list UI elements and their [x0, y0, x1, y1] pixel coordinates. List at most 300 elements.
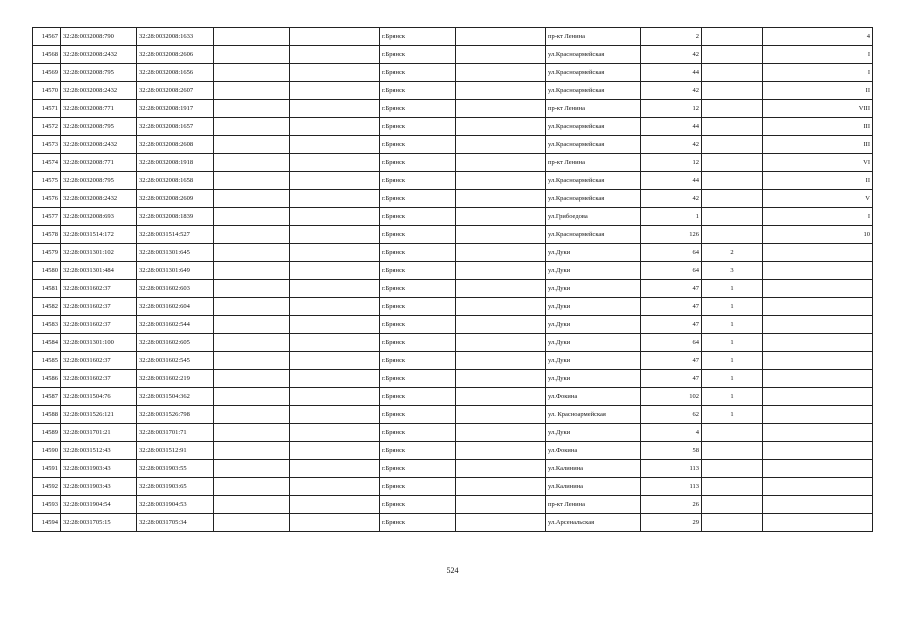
empty-cell — [456, 334, 546, 352]
empty-cell — [456, 244, 546, 262]
street-cell: пр-кт Ленина — [546, 100, 641, 118]
empty-cell — [290, 118, 380, 136]
empty-cell — [290, 28, 380, 46]
empty-cell — [456, 496, 546, 514]
apartment-cell — [763, 298, 873, 316]
house-number-cell: 4 — [641, 424, 702, 442]
row-number-cell: 14587 — [33, 388, 61, 406]
empty-cell — [456, 280, 546, 298]
empty-cell — [456, 262, 546, 280]
cadastral-parcel-cell: 32:28:0031301:484 — [61, 262, 137, 280]
empty-cell — [456, 208, 546, 226]
empty-cell — [290, 100, 380, 118]
row-number-cell: 14591 — [33, 460, 61, 478]
empty-cell — [290, 424, 380, 442]
row-number-cell: 14590 — [33, 442, 61, 460]
empty-cell — [214, 64, 290, 82]
empty-cell — [290, 442, 380, 460]
empty-cell — [290, 496, 380, 514]
empty-cell — [214, 478, 290, 496]
empty-cell — [290, 262, 380, 280]
house-number-cell: 29 — [641, 514, 702, 532]
row-number-cell: 14578 — [33, 226, 61, 244]
cadastral-object-cell: 32:28:0031602:545 — [137, 352, 214, 370]
house-number-cell: 47 — [641, 370, 702, 388]
house-number-cell: 26 — [641, 496, 702, 514]
street-cell: ул.Фокина — [546, 442, 641, 460]
street-cell: ул.Красноармейская — [546, 172, 641, 190]
building-cell: 1 — [702, 298, 763, 316]
row-number-cell: 14585 — [33, 352, 61, 370]
empty-cell — [290, 64, 380, 82]
row-number-cell: 14581 — [33, 280, 61, 298]
apartment-cell: II — [763, 172, 873, 190]
empty-cell — [214, 172, 290, 190]
building-cell: 3 — [702, 262, 763, 280]
city-cell: г.Брянск — [380, 280, 456, 298]
empty-cell — [214, 496, 290, 514]
table-row — [33, 82, 873, 100]
row-number-cell: 14568 — [33, 46, 61, 64]
table-row — [33, 154, 873, 172]
table-row — [33, 100, 873, 118]
building-cell: 1 — [702, 334, 763, 352]
cadastral-object-cell: 32:28:0032008:2609 — [137, 190, 214, 208]
empty-cell — [290, 298, 380, 316]
building-cell: 2 — [702, 244, 763, 262]
cadastral-parcel-cell: 32:28:0031602:37 — [61, 370, 137, 388]
cadastral-parcel-cell: 32:28:0031526:121 — [61, 406, 137, 424]
building-cell: 1 — [702, 406, 763, 424]
cadastral-object-cell: 32:28:0031512:91 — [137, 442, 214, 460]
empty-cell — [456, 172, 546, 190]
empty-cell — [456, 370, 546, 388]
row-number-cell: 14589 — [33, 424, 61, 442]
street-cell: ул.Дуки — [546, 424, 641, 442]
house-number-cell: 64 — [641, 262, 702, 280]
house-number-cell: 64 — [641, 244, 702, 262]
row-number-cell: 14592 — [33, 478, 61, 496]
cadastral-parcel-cell: 32:28:0032008:2432 — [61, 136, 137, 154]
cadastral-parcel-cell: 32:28:0032008:2432 — [61, 190, 137, 208]
table-row — [33, 262, 873, 280]
street-cell: ул.Красноармейская — [546, 136, 641, 154]
empty-cell — [456, 82, 546, 100]
table-row — [33, 118, 873, 136]
empty-cell — [290, 154, 380, 172]
empty-cell — [290, 370, 380, 388]
city-cell: г.Брянск — [380, 64, 456, 82]
cadastral-object-cell: 32:28:0031904:53 — [137, 496, 214, 514]
register-table — [32, 27, 873, 532]
empty-cell — [214, 82, 290, 100]
apartment-cell — [763, 478, 873, 496]
apartment-cell — [763, 334, 873, 352]
house-number-cell: 58 — [641, 442, 702, 460]
building-cell — [702, 208, 763, 226]
apartment-cell — [763, 514, 873, 532]
house-number-cell: 12 — [641, 154, 702, 172]
row-number-cell: 14579 — [33, 244, 61, 262]
table-row — [33, 298, 873, 316]
apartment-cell — [763, 352, 873, 370]
building-cell — [702, 460, 763, 478]
building-cell — [702, 496, 763, 514]
empty-cell — [456, 388, 546, 406]
empty-cell — [456, 316, 546, 334]
house-number-cell: 113 — [641, 460, 702, 478]
page-number: 524 — [446, 566, 459, 575]
table-row — [33, 514, 873, 532]
cadastral-parcel-cell: 32:28:0031602:37 — [61, 280, 137, 298]
cadastral-object-cell: 32:28:0031602:605 — [137, 334, 214, 352]
empty-cell — [214, 316, 290, 334]
street-cell: пр-кт Ленина — [546, 496, 641, 514]
city-cell: г.Брянск — [380, 136, 456, 154]
empty-cell — [290, 478, 380, 496]
city-cell: г.Брянск — [380, 298, 456, 316]
empty-cell — [214, 442, 290, 460]
row-number-cell: 14588 — [33, 406, 61, 424]
empty-cell — [214, 334, 290, 352]
empty-cell — [214, 406, 290, 424]
street-cell: пр-кт Ленина — [546, 28, 641, 46]
row-number-cell: 14583 — [33, 316, 61, 334]
city-cell: г.Брянск — [380, 46, 456, 64]
street-cell: ул.Красноармейская — [546, 82, 641, 100]
cadastral-parcel-cell: 32:28:0031301:102 — [61, 244, 137, 262]
house-number-cell: 62 — [641, 406, 702, 424]
house-number-cell: 1 — [641, 208, 702, 226]
building-cell — [702, 28, 763, 46]
empty-cell — [456, 424, 546, 442]
table-row — [33, 334, 873, 352]
city-cell: г.Брянск — [380, 406, 456, 424]
cadastral-object-cell: 32:28:0031301:645 — [137, 244, 214, 262]
cadastral-parcel-cell: 32:28:0032008:790 — [61, 28, 137, 46]
row-number-cell: 14575 — [33, 172, 61, 190]
row-number-cell: 14570 — [33, 82, 61, 100]
building-cell — [702, 424, 763, 442]
cadastral-parcel-cell: 32:28:0032008:795 — [61, 172, 137, 190]
cadastral-parcel-cell: 32:28:0032008:693 — [61, 208, 137, 226]
house-number-cell: 2 — [641, 28, 702, 46]
cadastral-object-cell: 32:28:0031514:527 — [137, 226, 214, 244]
empty-cell — [214, 262, 290, 280]
table-row — [33, 46, 873, 64]
empty-cell — [214, 388, 290, 406]
cadastral-parcel-cell: 32:28:0032008:771 — [61, 100, 137, 118]
house-number-cell: 113 — [641, 478, 702, 496]
cadastral-object-cell: 32:28:0031602:604 — [137, 298, 214, 316]
table-row — [33, 244, 873, 262]
cadastral-object-cell: 32:28:0032008:1658 — [137, 172, 214, 190]
city-cell: г.Брянск — [380, 244, 456, 262]
empty-cell — [456, 190, 546, 208]
apartment-cell: I — [763, 208, 873, 226]
apartment-cell — [763, 442, 873, 460]
table-row — [33, 64, 873, 82]
empty-cell — [290, 316, 380, 334]
empty-cell — [214, 154, 290, 172]
house-number-cell: 47 — [641, 280, 702, 298]
building-cell — [702, 478, 763, 496]
table-row — [33, 136, 873, 154]
empty-cell — [214, 226, 290, 244]
house-number-cell: 44 — [641, 118, 702, 136]
empty-cell — [456, 28, 546, 46]
cadastral-parcel-cell: 32:28:0032008:795 — [61, 64, 137, 82]
apartment-cell — [763, 262, 873, 280]
city-cell: г.Брянск — [380, 334, 456, 352]
cadastral-parcel-cell: 32:28:0031705:15 — [61, 514, 137, 532]
cadastral-object-cell: 32:28:0031602:219 — [137, 370, 214, 388]
city-cell: г.Брянск — [380, 496, 456, 514]
empty-cell — [456, 352, 546, 370]
apartment-cell — [763, 424, 873, 442]
apartment-cell: VIII — [763, 100, 873, 118]
apartment-cell — [763, 496, 873, 514]
cadastral-parcel-cell: 32:28:0032008:2432 — [61, 46, 137, 64]
empty-cell — [290, 334, 380, 352]
apartment-cell — [763, 460, 873, 478]
house-number-cell: 44 — [641, 172, 702, 190]
city-cell: г.Брянск — [380, 82, 456, 100]
empty-cell — [214, 280, 290, 298]
empty-cell — [456, 514, 546, 532]
cadastral-object-cell: 32:28:0031903:65 — [137, 478, 214, 496]
apartment-cell — [763, 370, 873, 388]
row-number-cell: 14584 — [33, 334, 61, 352]
street-cell: ул.Красноармейская — [546, 46, 641, 64]
cadastral-parcel-cell: 32:28:0032008:2432 — [61, 82, 137, 100]
empty-cell — [290, 280, 380, 298]
house-number-cell: 64 — [641, 334, 702, 352]
apartment-cell: III — [763, 118, 873, 136]
city-cell: г.Брянск — [380, 190, 456, 208]
apartment-cell — [763, 406, 873, 424]
table-row — [33, 208, 873, 226]
city-cell: г.Брянск — [380, 118, 456, 136]
empty-cell — [456, 154, 546, 172]
row-number-cell: 14593 — [33, 496, 61, 514]
building-cell — [702, 136, 763, 154]
street-cell: ул.Красноармейская — [546, 226, 641, 244]
cadastral-object-cell: 32:28:0032008:2608 — [137, 136, 214, 154]
cadastral-parcel-cell: 32:28:0031504:76 — [61, 388, 137, 406]
row-number-cell: 14571 — [33, 100, 61, 118]
apartment-cell — [763, 280, 873, 298]
row-number-cell: 14567 — [33, 28, 61, 46]
table-row — [33, 442, 873, 460]
row-number-cell: 14580 — [33, 262, 61, 280]
empty-cell — [290, 136, 380, 154]
empty-cell — [456, 406, 546, 424]
cadastral-parcel-cell: 32:28:0031903:43 — [61, 460, 137, 478]
table-row — [33, 460, 873, 478]
city-cell: г.Брянск — [380, 208, 456, 226]
empty-cell — [214, 208, 290, 226]
row-number-cell: 14569 — [33, 64, 61, 82]
building-cell — [702, 82, 763, 100]
apartment-cell: 10 — [763, 226, 873, 244]
city-cell: г.Брянск — [380, 100, 456, 118]
empty-cell — [290, 208, 380, 226]
cadastral-object-cell: 32:28:0031301:649 — [137, 262, 214, 280]
building-cell: 1 — [702, 280, 763, 298]
empty-cell — [290, 46, 380, 64]
cadastral-parcel-cell: 32:28:0031514:172 — [61, 226, 137, 244]
apartment-cell: I — [763, 46, 873, 64]
row-number-cell: 14572 — [33, 118, 61, 136]
empty-cell — [214, 100, 290, 118]
apartment-cell — [763, 316, 873, 334]
table-row — [33, 370, 873, 388]
building-cell: 1 — [702, 370, 763, 388]
apartment-cell — [763, 388, 873, 406]
table-row — [33, 280, 873, 298]
cadastral-object-cell: 32:28:0032008:2606 — [137, 46, 214, 64]
street-cell: ул.Дуки — [546, 244, 641, 262]
cadastral-object-cell: 32:28:0031504:362 — [137, 388, 214, 406]
cadastral-object-cell: 32:28:0032008:1917 — [137, 100, 214, 118]
city-cell: г.Брянск — [380, 28, 456, 46]
street-cell: ул.Дуки — [546, 280, 641, 298]
city-cell: г.Брянск — [380, 424, 456, 442]
street-cell: ул.Дуки — [546, 262, 641, 280]
city-cell: г.Брянск — [380, 442, 456, 460]
empty-cell — [214, 190, 290, 208]
empty-cell — [290, 406, 380, 424]
building-cell — [702, 154, 763, 172]
house-number-cell: 42 — [641, 46, 702, 64]
house-number-cell: 44 — [641, 64, 702, 82]
empty-cell — [456, 46, 546, 64]
building-cell: 1 — [702, 316, 763, 334]
table-row — [33, 190, 873, 208]
empty-cell — [214, 298, 290, 316]
cadastral-object-cell: 32:28:0032008:1657 — [137, 118, 214, 136]
city-cell: г.Брянск — [380, 514, 456, 532]
empty-cell — [214, 244, 290, 262]
cadastral-object-cell: 32:28:0032008:2607 — [137, 82, 214, 100]
cadastral-object-cell: 32:28:0031602:544 — [137, 316, 214, 334]
empty-cell — [290, 172, 380, 190]
empty-cell — [290, 190, 380, 208]
cadastral-parcel-cell: 32:28:0031602:37 — [61, 298, 137, 316]
empty-cell — [456, 64, 546, 82]
apartment-cell: VI — [763, 154, 873, 172]
empty-cell — [290, 352, 380, 370]
cadastral-object-cell: 32:28:0031602:603 — [137, 280, 214, 298]
cadastral-parcel-cell: 32:28:0032008:795 — [61, 118, 137, 136]
row-number-cell: 14576 — [33, 190, 61, 208]
empty-cell — [214, 46, 290, 64]
street-cell: ул.Фокина — [546, 388, 641, 406]
house-number-cell: 102 — [641, 388, 702, 406]
building-cell — [702, 190, 763, 208]
empty-cell — [456, 460, 546, 478]
building-cell: 1 — [702, 352, 763, 370]
empty-cell — [456, 226, 546, 244]
empty-cell — [214, 370, 290, 388]
cadastral-parcel-cell: 32:28:0031903:43 — [61, 478, 137, 496]
apartment-cell: V — [763, 190, 873, 208]
building-cell — [702, 46, 763, 64]
empty-cell — [214, 136, 290, 154]
cadastral-object-cell: 32:28:0031705:34 — [137, 514, 214, 532]
row-number-cell: 14582 — [33, 298, 61, 316]
cadastral-object-cell: 32:28:0032008:1633 — [137, 28, 214, 46]
street-cell: ул.Дуки — [546, 370, 641, 388]
row-number-cell: 14577 — [33, 208, 61, 226]
cadastral-parcel-cell: 32:28:0031904:54 — [61, 496, 137, 514]
building-cell — [702, 64, 763, 82]
house-number-cell: 42 — [641, 136, 702, 154]
empty-cell — [456, 100, 546, 118]
apartment-cell: I — [763, 64, 873, 82]
empty-cell — [456, 136, 546, 154]
row-number-cell: 14573 — [33, 136, 61, 154]
cadastral-object-cell: 32:28:0031526:798 — [137, 406, 214, 424]
house-number-cell: 47 — [641, 298, 702, 316]
street-cell: ул.Дуки — [546, 298, 641, 316]
house-number-cell: 42 — [641, 82, 702, 100]
empty-cell — [214, 118, 290, 136]
table-row — [33, 352, 873, 370]
street-cell: ул.Красноармейская — [546, 64, 641, 82]
cadastral-object-cell: 32:28:0031903:55 — [137, 460, 214, 478]
building-cell — [702, 226, 763, 244]
street-cell: ул.Дуки — [546, 316, 641, 334]
city-cell: г.Брянск — [380, 460, 456, 478]
table-row — [33, 388, 873, 406]
house-number-cell: 126 — [641, 226, 702, 244]
building-cell — [702, 442, 763, 460]
table-row — [33, 172, 873, 190]
table-row — [33, 496, 873, 514]
table-row — [33, 424, 873, 442]
street-cell: ул.Красноармейская — [546, 118, 641, 136]
city-cell: г.Брянск — [380, 172, 456, 190]
empty-cell — [214, 514, 290, 532]
cadastral-object-cell: 32:28:0032008:1918 — [137, 154, 214, 172]
table-body — [33, 28, 873, 532]
building-cell — [702, 118, 763, 136]
city-cell: г.Брянск — [380, 370, 456, 388]
cadastral-object-cell: 32:28:0032008:1656 — [137, 64, 214, 82]
empty-cell — [290, 514, 380, 532]
street-cell: ул.Арсенальская — [546, 514, 641, 532]
building-cell: 1 — [702, 388, 763, 406]
empty-cell — [290, 82, 380, 100]
street-cell: ул.Дуки — [546, 334, 641, 352]
street-cell: пр-кт Ленина — [546, 154, 641, 172]
street-cell: ул.Калинина — [546, 478, 641, 496]
cadastral-parcel-cell: 32:28:0031512:43 — [61, 442, 137, 460]
apartment-cell: II — [763, 82, 873, 100]
street-cell: ул. Красноармейская — [546, 406, 641, 424]
cadastral-parcel-cell: 32:28:0031602:37 — [61, 316, 137, 334]
city-cell: г.Брянск — [380, 352, 456, 370]
house-number-cell: 12 — [641, 100, 702, 118]
row-number-cell: 14594 — [33, 514, 61, 532]
empty-cell — [456, 298, 546, 316]
cadastral-object-cell: 32:28:0032008:1839 — [137, 208, 214, 226]
table-row — [33, 226, 873, 244]
building-cell — [702, 172, 763, 190]
empty-cell — [214, 460, 290, 478]
